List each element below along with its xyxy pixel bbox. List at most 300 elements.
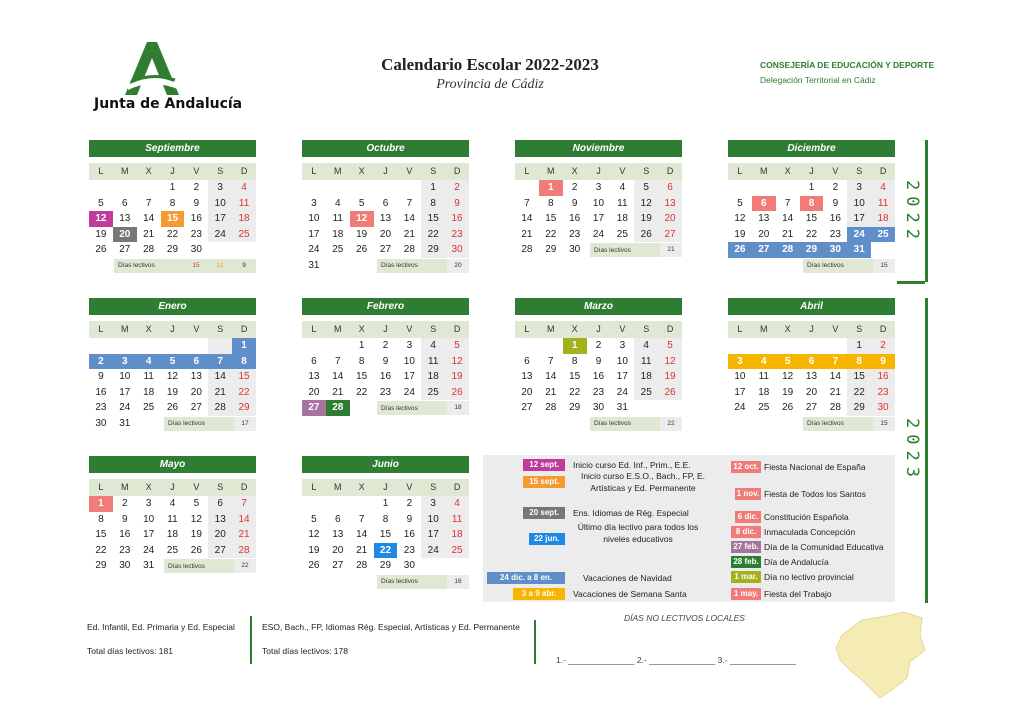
day-cell: 19 — [356, 228, 368, 240]
day-cell: 5 — [445, 338, 469, 354]
day-cell: 4 — [169, 498, 176, 509]
month-title: Abril — [728, 298, 895, 315]
weekday-header — [89, 321, 256, 338]
day-cell: 28 — [232, 543, 256, 559]
empty-cell — [350, 496, 374, 512]
day-grid — [728, 180, 895, 258]
day-cell: 23 — [95, 402, 107, 413]
day-cell: 11 — [634, 354, 658, 370]
weekday-label: V — [406, 166, 413, 176]
day-cell: 3 — [208, 180, 232, 196]
day-cell: 8 — [547, 197, 554, 209]
weekday-label: J — [596, 324, 601, 334]
weekday-label: L — [98, 166, 104, 176]
day-cell: 3 — [145, 498, 152, 509]
day-cell: 2 — [445, 180, 469, 196]
locales-title: DÍAS NO LECTIVOS LOCALES — [624, 613, 745, 623]
day-cell: 15 — [356, 371, 368, 382]
day-cell: 2 — [871, 338, 895, 354]
weekday-label: L — [98, 324, 104, 334]
day-cell: 26 — [634, 227, 658, 243]
lectivos-label: Días lectivos — [594, 420, 631, 427]
day-cell: 23 — [569, 228, 581, 240]
day-cell: 3 — [311, 197, 317, 209]
legend-text: Fiesta Nacional de España — [764, 462, 866, 472]
day-cell: 27 — [658, 227, 682, 243]
weekday-label: J — [809, 166, 814, 176]
day-cell: 12 — [734, 213, 746, 224]
day-cell: 11 — [871, 196, 895, 212]
empty-cell — [752, 180, 776, 196]
weekday-header — [515, 163, 682, 180]
legend-text: Inicio curso E.S.O., Bach., FP, E. Artísticas y Ed. Permanente — [580, 471, 706, 493]
weekday-label: J — [383, 166, 388, 176]
day-cell: 10 — [119, 371, 131, 382]
day-cell: 23 — [871, 385, 895, 401]
day-cell: 29 — [379, 560, 392, 571]
weekday-label: M — [334, 324, 342, 334]
legend-tag: 1 mar. — [731, 571, 761, 583]
day-cell: 1 — [563, 338, 587, 354]
day-cell: 18 — [332, 228, 344, 240]
day-cell: 30 — [119, 560, 131, 571]
legend-tag: 3 a 9 abr. — [513, 588, 565, 600]
day-cell: 25 — [445, 543, 469, 559]
empty-cell — [326, 338, 350, 354]
day-cell: 17 — [403, 371, 415, 382]
day-cell: 5 — [193, 498, 200, 509]
day-cell: 27 — [208, 543, 232, 559]
day-cell: 16 — [379, 371, 392, 382]
day-cell: 6 — [752, 196, 776, 212]
month-title: Marzo — [515, 298, 682, 315]
day-grid — [302, 496, 469, 574]
day-cell: 23 — [190, 228, 202, 240]
day-cell: 10 — [208, 196, 232, 212]
year-divider — [925, 298, 928, 603]
day-cell: 5 — [737, 197, 743, 209]
day-cell: 12 — [634, 196, 658, 212]
weekday-label: M — [334, 482, 342, 492]
weekday-label: J — [383, 482, 388, 492]
day-cell: 27 — [332, 560, 344, 571]
day-cell: 31 — [847, 242, 871, 258]
day-cell: 18 — [421, 369, 445, 385]
day-cell: 2 — [121, 498, 128, 509]
cadiz-map-icon — [832, 610, 927, 700]
month-title: Septiembre — [89, 140, 256, 157]
day-cell: 24 — [734, 402, 746, 413]
weekday-header — [89, 479, 256, 496]
empty-cell — [89, 180, 113, 196]
day-cell: 5 — [776, 354, 800, 370]
legend-panel — [483, 455, 895, 602]
weekday-label: S — [430, 166, 437, 176]
weekday-label: M — [547, 324, 555, 334]
month-calendar — [302, 456, 469, 585]
month-title: Mayo — [89, 456, 256, 473]
lectivos-label: Días lectivos — [168, 562, 205, 570]
day-cell: 14 — [782, 213, 794, 224]
legend-text: Último día lectivo para todos los niveles educativos — [577, 522, 699, 544]
day-cell: 11 — [143, 371, 154, 382]
locales-fill-line: 1.- ______________ 2.- ______________ 3.- ______________ — [556, 655, 797, 665]
weekday-label: L — [311, 482, 317, 492]
month-calendar — [515, 140, 682, 258]
lectivos-row — [803, 259, 895, 273]
day-cell: 15 — [161, 211, 185, 227]
weekday-label: D — [240, 482, 248, 492]
day-cell: 30 — [445, 242, 469, 258]
empty-cell — [161, 338, 185, 354]
day-cell: 29 — [95, 560, 107, 571]
day-cell: 17 — [616, 371, 628, 382]
day-cell: 8 — [169, 197, 176, 209]
day-cell: 3 — [421, 496, 445, 512]
day-cell: 26 — [190, 544, 202, 556]
empty-cell — [326, 496, 350, 512]
day-cell: 30 — [871, 400, 895, 416]
day-cell: 14 — [332, 371, 344, 382]
day-cell: 30 — [190, 244, 202, 255]
day-cell: 24 — [308, 244, 320, 255]
month-title: Noviembre — [515, 140, 682, 157]
day-cell: 22 — [569, 386, 581, 398]
day-cell: 9 — [382, 355, 389, 367]
weekday-label: J — [170, 166, 175, 176]
day-cell: 22 — [421, 227, 445, 243]
day-cell: 9 — [595, 355, 602, 367]
day-cell: 25 — [616, 228, 628, 240]
lectivos-row — [590, 243, 682, 257]
month-calendar — [728, 140, 895, 269]
weekday-label: M — [334, 166, 342, 176]
day-cell: 16 — [569, 213, 581, 224]
legend-tag: 24 dic. a 8 en. — [487, 572, 565, 584]
day-cell: 20 — [332, 544, 344, 556]
weekday-label: X — [145, 482, 152, 492]
day-cell: 7 — [823, 354, 847, 370]
weekday-label: S — [430, 324, 437, 334]
day-cell: 11 — [332, 213, 343, 224]
day-cell: 17 — [421, 527, 445, 543]
day-cell: 25 — [634, 385, 658, 401]
day-cell: 3 — [595, 182, 602, 193]
day-cell: 19 — [445, 369, 469, 385]
day-cell: 11 — [421, 354, 445, 370]
day-cell: 11 — [617, 197, 628, 209]
weekday-label: S — [217, 482, 224, 492]
day-cell: 19 — [658, 369, 682, 385]
year-label-2023: 2023 — [902, 418, 922, 483]
weekday-label: V — [193, 166, 200, 176]
day-cell: 15 — [232, 369, 256, 385]
day-cell: 14 — [829, 371, 841, 382]
lectivos-row — [803, 417, 895, 431]
day-cell: 3 — [619, 340, 626, 351]
day-cell: 23 — [829, 228, 841, 240]
day-cell: 24 — [143, 544, 155, 556]
day-cell: 9 — [445, 196, 469, 212]
day-cell: 29 — [847, 400, 871, 416]
day-cell: 17 — [308, 228, 320, 240]
lectivos-count: 16 — [447, 575, 469, 589]
day-cell: 7 — [358, 513, 365, 525]
day-cell: 8 — [98, 513, 104, 525]
day-cell: 4 — [232, 180, 256, 196]
weekday-label: J — [596, 166, 601, 176]
day-cell: 10 — [403, 355, 415, 367]
day-cell: 2 — [382, 340, 389, 351]
month-title: Diciembre — [728, 140, 895, 157]
day-cell: 8 — [571, 355, 578, 367]
empty-cell — [350, 180, 374, 196]
day-cell: 21 — [403, 228, 415, 240]
day-cell: 25 — [143, 402, 155, 413]
day-cell: 4 — [445, 496, 469, 512]
page-title: Calendario Escolar 2022-2023 — [381, 55, 599, 74]
day-cell: 7 — [334, 355, 341, 367]
weekday-label: V — [193, 482, 200, 492]
day-cell: 16 — [403, 529, 415, 540]
day-cell: 9 — [832, 197, 839, 209]
day-cell: 20 — [758, 228, 770, 240]
empty-cell — [515, 338, 539, 354]
day-cell: 2 — [832, 182, 839, 193]
day-cell: 11 — [758, 371, 769, 382]
day-cell: 15 — [569, 371, 581, 382]
day-cell: 27 — [379, 244, 392, 255]
day-cell: 2 — [193, 182, 200, 193]
month-calendar — [89, 140, 256, 269]
day-cell: 7 — [145, 197, 152, 209]
day-cell: 22 — [166, 228, 179, 240]
day-cell: 13 — [208, 512, 232, 528]
weekday-label: L — [98, 482, 104, 492]
day-cell: 24 — [592, 228, 605, 240]
day-cell: 6 — [184, 354, 208, 370]
weekday-label: S — [217, 166, 224, 176]
day-cell: 8 — [421, 196, 445, 212]
empty-cell — [113, 338, 137, 354]
empty-cell — [302, 180, 326, 196]
day-cell: 26 — [728, 242, 752, 258]
legend-tag: 22 jun. — [529, 533, 565, 545]
weekday-label: M — [547, 166, 555, 176]
weekday-label: J — [170, 482, 175, 492]
empty-cell — [374, 180, 398, 196]
day-cell: 25 — [421, 385, 445, 401]
empty-cell — [113, 180, 137, 196]
day-cell: 6 — [311, 355, 317, 367]
day-cell: 29 — [232, 400, 256, 416]
day-cell: 15 — [379, 529, 392, 540]
empty-cell — [89, 338, 113, 354]
weekday-label: X — [145, 324, 152, 334]
day-cell: 30 — [592, 402, 605, 413]
day-cell: 27 — [119, 244, 131, 255]
day-cell: 12 — [658, 354, 682, 370]
day-cell: 21 — [829, 386, 841, 398]
weekday-label: D — [666, 324, 674, 334]
day-cell: 17 — [143, 529, 155, 540]
day-cell: 22 — [374, 543, 398, 559]
day-cell: 25 — [332, 244, 344, 255]
weekday-label: J — [809, 324, 814, 334]
day-cell: 21 — [521, 228, 533, 240]
day-cell: 21 — [232, 527, 256, 543]
month-calendar — [89, 298, 256, 431]
day-cell: 14 — [356, 529, 368, 540]
day-cell: 13 — [658, 196, 682, 212]
day-cell: 20 — [658, 211, 682, 227]
day-cell: 2 — [406, 498, 413, 509]
day-cell: 24 — [421, 543, 445, 559]
day-cell: 24 — [616, 386, 628, 398]
day-cell: 1 — [169, 182, 176, 193]
day-grid — [515, 338, 682, 416]
day-cell: 29 — [569, 402, 581, 413]
weekday-label: D — [453, 166, 461, 176]
day-cell: 7 — [547, 355, 554, 367]
empty-cell — [208, 338, 232, 354]
day-cell: 9 — [98, 371, 104, 382]
day-cell: 26 — [166, 402, 179, 413]
day-cell: 26 — [95, 244, 107, 255]
empty-cell — [397, 180, 421, 196]
day-cell: 13 — [805, 371, 818, 382]
day-cell: 25 — [232, 227, 256, 243]
empty-cell — [302, 338, 326, 354]
day-cell: 9 — [193, 197, 200, 209]
day-cell: 7 — [232, 496, 256, 512]
legend-tag: 6 dic. — [735, 511, 761, 523]
empty-cell — [184, 338, 208, 354]
day-cell: 21 — [545, 386, 557, 398]
weekday-label: V — [619, 166, 626, 176]
weekday-label: V — [832, 324, 839, 334]
day-cell: 17 — [119, 386, 131, 398]
day-cell: 27 — [302, 400, 326, 416]
day-cell: 4 — [634, 338, 658, 354]
weekday-label: D — [879, 166, 887, 176]
lectivos-count: 18 — [447, 401, 469, 415]
lectivos-label: Días lectivos — [807, 262, 844, 269]
day-cell: 22 — [95, 544, 107, 556]
lectivos-row — [377, 575, 469, 589]
empty-cell — [752, 338, 776, 354]
day-cell: 15 — [421, 211, 445, 227]
day-cell: 17 — [592, 213, 605, 224]
day-cell: 16 — [592, 371, 605, 382]
weekday-header — [515, 321, 682, 338]
weekday-label: L — [311, 166, 317, 176]
day-cell: 30 — [403, 560, 415, 571]
org-name: Junta de Andalucía — [94, 96, 243, 112]
weekday-header — [728, 321, 895, 338]
day-cell: 23 — [403, 544, 415, 556]
day-cell: 4 — [871, 180, 895, 196]
day-cell: 20 — [113, 227, 137, 243]
day-cell: 15 — [847, 369, 871, 385]
day-cell: 1 — [89, 496, 113, 512]
day-cell: 19 — [95, 228, 107, 240]
weekday-label: S — [856, 324, 863, 334]
day-cell: 30 — [823, 242, 847, 258]
day-cell: 6 — [208, 496, 232, 512]
day-cell: 11 — [232, 196, 256, 212]
day-cell: 18 — [634, 369, 658, 385]
legend-tag: 12 sept. — [523, 459, 565, 471]
day-cell: 9 — [121, 513, 128, 525]
day-cell: 8 — [358, 355, 365, 367]
lectivos-count: 20 — [447, 259, 469, 273]
weekday-label: X — [358, 324, 365, 334]
weekday-header — [89, 163, 256, 180]
weekday-label: D — [879, 324, 887, 334]
month-title: Enero — [89, 298, 256, 315]
legend-tag: 28 feb. — [731, 556, 761, 568]
day-cell: 21 — [782, 228, 794, 240]
weekday-label: L — [737, 166, 743, 176]
day-cell: 20 — [805, 386, 818, 398]
day-cell: 22 — [847, 385, 871, 401]
day-cell: 6 — [658, 180, 682, 196]
day-cell: 5 — [658, 338, 682, 354]
page-subtitle: Provincia de Cádiz — [436, 77, 544, 92]
day-cell: 7 — [208, 354, 232, 370]
footer-col1-total: Total días lectivos: 181 — [87, 646, 173, 656]
year-divider — [897, 281, 925, 284]
legend-text: Ens. Idiomas de Rég. Especial — [573, 508, 689, 518]
day-cell: 24 — [208, 227, 232, 243]
day-cell: 29 — [421, 242, 445, 258]
day-cell: 12 — [190, 513, 202, 525]
empty-cell — [326, 180, 350, 196]
day-cell: 1 — [539, 180, 563, 196]
day-cell: 9 — [871, 354, 895, 370]
day-cell: 18 — [166, 529, 179, 540]
day-cell: 13 — [308, 371, 320, 382]
legend-tag: 8 dic. — [731, 526, 761, 538]
day-cell: 27 — [752, 242, 776, 258]
day-cell: 3 — [728, 354, 752, 370]
weekday-label: D — [453, 482, 461, 492]
month-calendar — [728, 298, 895, 427]
lectivos-count: 15 — [192, 262, 200, 269]
day-cell: 31 — [308, 259, 320, 271]
legend-text: Inmaculada Concepción — [764, 527, 856, 537]
legend-text: Fiesta del Trabajo — [764, 589, 832, 599]
lectivos-label: Días lectivos — [807, 420, 844, 427]
lectivos-row — [377, 259, 469, 273]
day-cell: 28 — [829, 402, 841, 413]
footer-col1-title: Ed. Infantil, Ed. Primaria y Ed. Especial — [87, 622, 235, 632]
day-cell: 30 — [569, 244, 581, 255]
day-cell: 30 — [95, 417, 107, 429]
weekday-label: D — [240, 166, 248, 176]
weekday-label: S — [217, 324, 224, 334]
weekday-label: J — [170, 324, 175, 334]
weekday-label: X — [571, 166, 578, 176]
day-cell: 13 — [190, 371, 202, 382]
legend-text: Constitución Española — [764, 512, 849, 522]
day-cell: 1 — [808, 182, 815, 193]
lectivos-row — [590, 417, 682, 431]
day-cell: 4 — [421, 338, 445, 354]
empty-cell — [823, 338, 847, 354]
day-cell: 29 — [166, 244, 179, 255]
